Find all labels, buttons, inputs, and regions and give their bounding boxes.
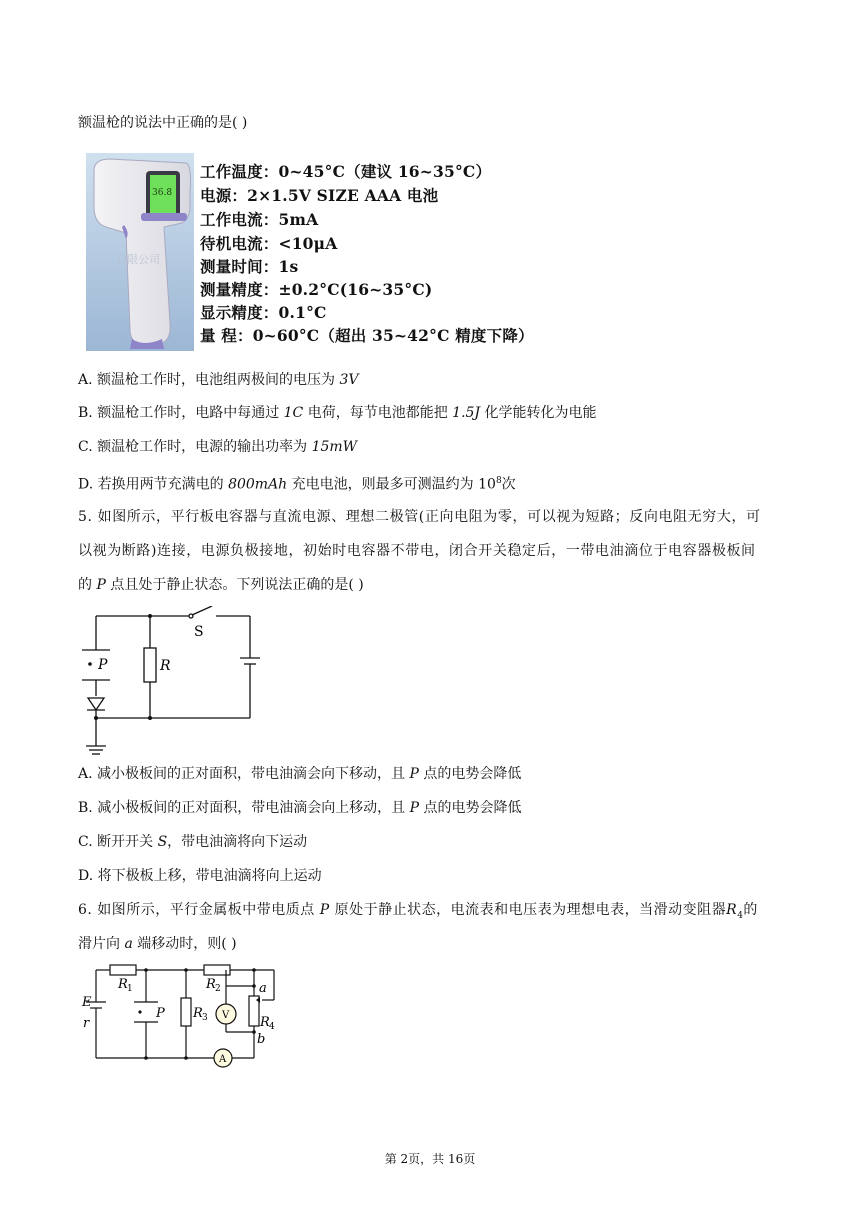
math: 1C [283,405,304,421]
voltmeter-label: V [222,1010,230,1021]
spec-line: 测量精度：±0.2°C(16~35°C) [200,280,433,299]
ammeter-label: A [219,1054,227,1065]
r2-label: R [206,977,216,992]
option-text: 点的电势会降低 [419,800,522,816]
spec-line: 量 程：0~60°C（超出 35~42°C 精度下降） [200,326,534,345]
question-stem-line [78,934,237,954]
question-stem-line: 以视为断路)连接，电源负极接地，初始时电容器不带电，闭合开关稳定后，一带电油滴位于电容器极板间 [78,543,756,559]
option-a [78,370,359,390]
option-text: 次 [501,476,516,493]
math: 3V [339,372,359,388]
option-text: 化学能转化为电能 [480,405,597,421]
option-text: 电荷，每节电池都能把 [303,405,453,421]
math: R [726,902,738,918]
rheostat-circuit-diagram [78,960,298,1070]
stem-text: 点且处于静止状态。下列说法正确的是( ) [105,577,364,593]
math: a [124,936,133,952]
stem-text: 滑片向 [78,936,125,952]
exponent: 8 [495,476,502,486]
math: P [409,800,420,816]
emf-label: E [82,995,92,1010]
spec-line: 显示精度：0.1°C [200,303,327,322]
spec-line: 工作电流：5mA [200,210,319,229]
option-a [78,764,521,784]
option-text: B. 减小极板间的正对面积，带电油滴会向上移动，且 [78,800,410,816]
r4-subscript: 4 [269,1022,275,1032]
capacitor-diode-circuit-diagram [78,606,278,756]
question-stem-line: 额温枪的说法中正确的是( ) [78,115,248,131]
math: 15mW [311,439,358,455]
option-c [78,832,307,852]
math: 10 [478,476,496,493]
spec-line: 测量时间：1s [200,257,299,276]
option-text: 点的电势会降低 [418,766,522,782]
resistor-label: R [160,658,171,674]
r2-subscript: 2 [215,984,221,994]
stem-text: 6. 如图所示，平行金属板中带电质点 [78,902,320,918]
math: 800mAh [228,476,288,493]
option-d: D. 将下极板上移，带电油滴将向上运动 [78,868,322,884]
r1-subscript: 1 [127,984,133,994]
option-text: C. 断开开关 [78,834,158,850]
point-label: P [156,1006,165,1021]
option-b [78,798,522,818]
page-footer: 第 2页，共 16页 [384,1152,476,1166]
option-text: ，带电油滴将向下运动 [167,834,308,850]
r3-subscript: 3 [202,1013,208,1023]
r1-label: R [118,977,128,992]
math: P [319,902,330,918]
option-text: A. 减小极板间的正对面积，带电油滴会向下移动，且 [78,766,410,782]
thermometer-photo [86,153,194,351]
stem-text: 的 [743,902,758,918]
option-text: C. 额温枪工作时，电源的输出功率为 [78,439,312,455]
spec-line: 电源：2×1.5V SIZE AAA 电池 [200,186,439,205]
option-text: B. 额温枪工作时，电路中每通过 [78,405,284,421]
r4-label: R [260,1015,270,1030]
subscript: 4 [737,910,744,921]
question-stem-line [78,575,364,595]
stem-text: 原处于静止状态，电流表和电压表为理想电表，当滑动变阻器 [329,902,727,918]
r3-label: R [193,1006,203,1021]
point-label: P [98,657,108,673]
math: P [96,577,106,593]
terminal-a-label: a [259,981,267,996]
math: S [157,834,168,850]
terminal-b-label: b [257,1032,266,1047]
spec-line: 工作温度：0~45°C（建议 16~35°C） [200,162,492,181]
option-b [78,403,597,423]
option-text: A. 额温枪工作时，电池组两极间的电压为 [78,372,340,388]
option-c [78,437,357,457]
option-text: D. 若换用两节充满电的 [78,476,229,493]
spec-line: 待机电流：<10μA [200,234,338,253]
switch-label: S [194,624,204,640]
photo-watermark: 有限公司 [116,253,160,266]
option-d [78,471,516,495]
question-stem-line: 5. 如图所示，平行板电容器与直流电源、理想二极管(正向电阻为零，可以视为短路；反向电阻无穷大，可 [78,509,761,525]
screen-reading: 36.8 [152,188,173,198]
internal-resistance-label: r [83,1016,90,1031]
question-stem-line [78,900,758,926]
option-text: 充电电池，则最多可测温约为 [287,476,479,493]
math: 1.5J [452,405,481,421]
stem-text: 端移动时，则( ) [132,936,237,952]
stem-text: 的 [78,577,97,593]
math: P [409,766,419,782]
